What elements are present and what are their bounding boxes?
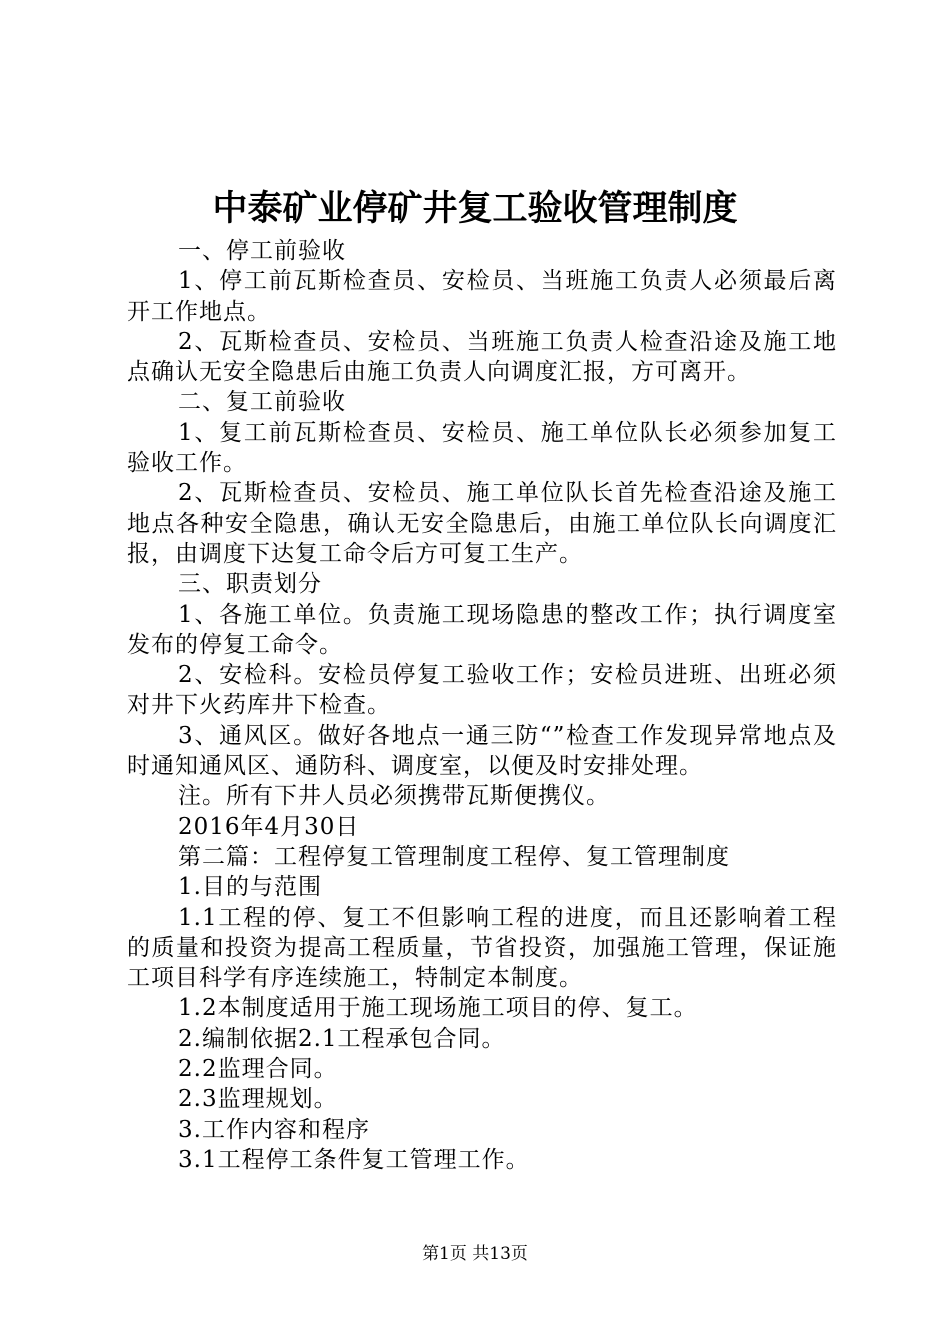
paragraph: 1.2本制度适用于施工现场施工项目的停、复工。 [178, 995, 698, 1022]
section-heading: 一、停工前验收 [178, 238, 346, 264]
paragraph: 1、各施工单位。负责施工现场隐患的整改工作；执行调度室发布的停复工命令。 [127, 601, 837, 658]
section-heading: 二、复工前验收 [178, 389, 346, 416]
paragraph: 1.1工程的停、复工不但影响工程的进度，而且还影响着工程的质量和投资为提高工程质量，节省投资，加强施工管理，保证施工项目科学有序连续施工，特制定本制度。 [127, 904, 837, 992]
note-paragraph: 注。所有下井人员必须携带瓦斯便携仪。 [178, 783, 610, 810]
paragraph: 2.编制依据2.1工程承包合同。 [178, 1025, 506, 1052]
paragraph: 1、复工前瓦斯检查员、安检员、施工单位队长必须参加复工验收工作。 [127, 419, 837, 477]
page-footer: 第1页 共13页 [422, 1244, 528, 1264]
paragraph: 2.3监理规划。 [178, 1086, 338, 1113]
paragraph: 2、安检科。安检员停复工验收工作；安检员进班、出班必须对井下火药库井下检查。 [127, 662, 837, 719]
paragraph: 2.2监理合同。 [178, 1056, 338, 1083]
section-heading: 1.目的与范围 [178, 874, 322, 901]
paragraph: 2、瓦斯检查员、安检员、当班施工负责人检查沿途及施工地点确认无安全隐患后由施工负责人向调度汇报，方可离开。 [127, 328, 837, 386]
paragraph: 3.1工程停工条件复工管理工作。 [178, 1146, 530, 1173]
paragraph: 3、通风区。做好各地点一通三防“”检查工作发现异常地点及时通知通风区、通防科、调度室，以便及时安排处理。 [127, 722, 837, 780]
paragraph: 1、停工前瓦斯检查员、安检员、当班施工负责人必须最后离开工作地点。 [127, 268, 837, 325]
section-heading: 三、职责划分 [178, 571, 322, 598]
chapter-heading: 第二篇：工程停复工管理制度工程停、复工管理制度 [178, 843, 730, 870]
date-line: 2016年4月30日 [178, 813, 360, 840]
section-heading: 3.工作内容和程序 [178, 1116, 370, 1143]
paragraph: 2、瓦斯检查员、安检员、施工单位队长首先检查沿途及施工地点各种安全隐患，确认无安全隐患后，由施工单位队长向调度汇报，由调度下达复工命令后方可复工生产。 [127, 480, 837, 567]
document-body [127, 236, 837, 1175]
document-title: 中泰矿业停矿井复工验收管理制度 [212, 188, 738, 229]
